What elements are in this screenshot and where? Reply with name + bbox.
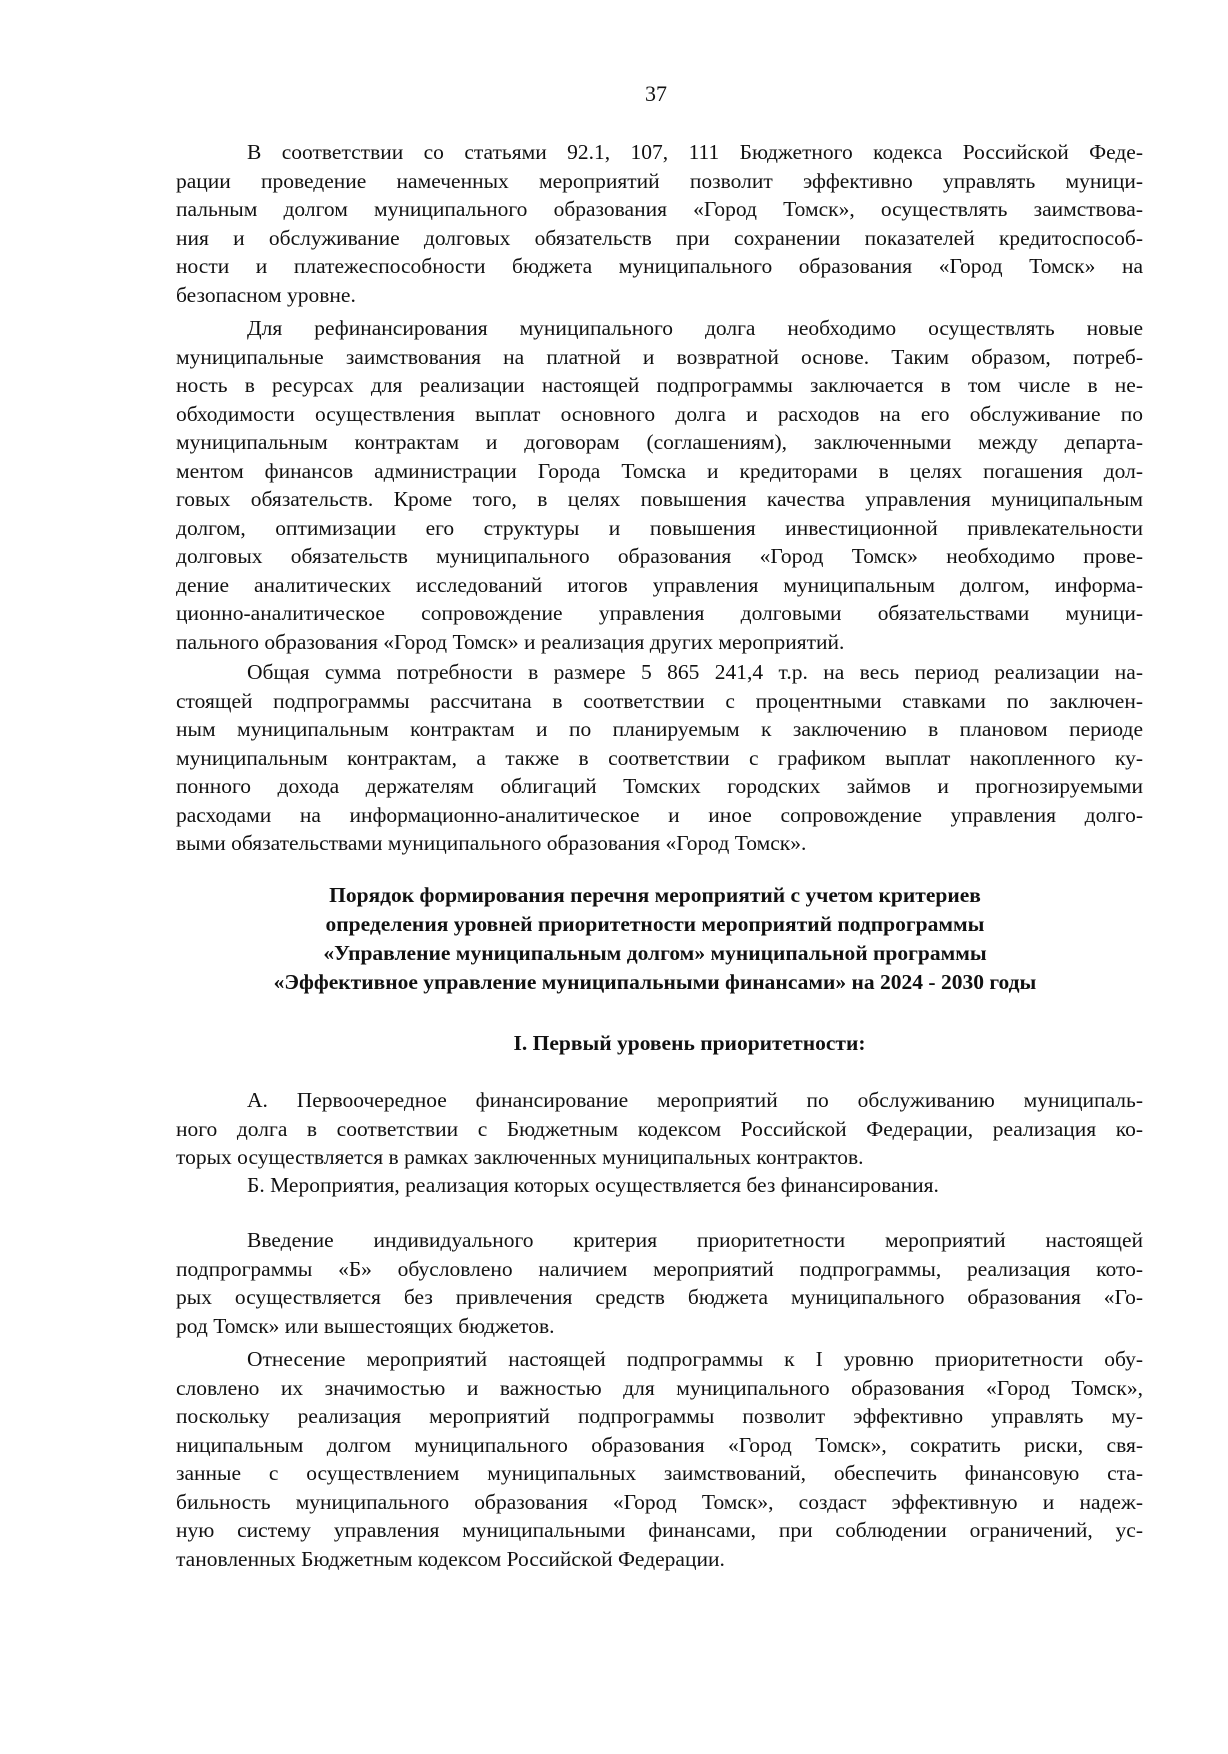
text-line: выми обязательствами муниципального образования «Город Томск». — [176, 831, 807, 855]
text-line: Для рефинансирования муниципального долга необходимо осуществлять новые — [247, 316, 1143, 340]
text-line: ность в ресурсах для реализации настоящей подпрограммы заключается в том числе в не- — [176, 373, 1143, 397]
text-line: ментом финансов администрации Города Томска и кредиторами в целях погашения дол- — [176, 458, 1143, 483]
heading-line: Порядок формирования перечня мероприятий с учетом критериев — [329, 883, 981, 907]
text-line: долгом, оптимизации его структуры и повышения инвестиционной привлекательности — [176, 515, 1143, 540]
text-line: поскольку реализация мероприятий подпрограммы позволит эффективно управлять му- — [176, 1404, 1143, 1428]
paragraph-item-b — [176, 1171, 1143, 1200]
heading-line: определения уровней приоритетности мероприятий подпрограммы — [325, 912, 985, 936]
text-line: ниципальным долгом муниципального образования «Город Томск», сократить риски, свя- — [176, 1432, 1143, 1457]
page-number: 37 — [645, 81, 667, 106]
text-line: расходами на информационно-аналитическое и иное сопровождение управления долго- — [176, 802, 1143, 827]
paragraph-justification — [176, 1345, 1143, 1573]
text-line: долговых обязательств муниципального образования «Город Томск» необходимо прове- — [176, 544, 1143, 568]
paragraph-refinancing — [176, 314, 1143, 656]
paragraph-item-a — [176, 1086, 1143, 1172]
text-line: торых осуществляется в рамках заключенных муниципальных контрактов. — [176, 1145, 864, 1169]
text-line: муниципальные заимствования на платной и возвратной основе. Таким образом, потреб- — [176, 344, 1143, 369]
text-line: пальным долгом муниципального образования «Город Томск», осуществлять заимствова- — [176, 197, 1143, 221]
text-line: В соответствии со статьями 92.1, 107, 111 Бюджетного кодекса Российской Феде- — [247, 140, 1143, 164]
text-line: Общая сумма потребности в размере 5 865 241,4 т.р. на весь период реализации на- — [247, 660, 1143, 684]
text-line: рации проведение намеченных мероприятий позволит эффективно управлять муници- — [176, 168, 1143, 193]
text-line: А. Первоочередное финансирование мероприятий по обслуживанию муниципаль- — [247, 1088, 1143, 1112]
text-line: говых обязательств. Кроме того, в целях повышения качества управления муниципальным — [176, 487, 1143, 511]
text-line: словлено их значимостью и важностью для муниципального образования «Город Томск», — [176, 1375, 1143, 1400]
text-line: муниципальным контрактам и договорам (соглашениям), заключенными между департа- — [176, 430, 1143, 454]
text-line: пального образования «Город Томск» и реализация других мероприятий. — [176, 629, 845, 654]
text-line: Отнесение мероприятий настоящей подпрограммы к I уровню приоритетности обу- — [247, 1347, 1143, 1371]
text-line: тановленных Бюджетным кодексом Российской Федерации. — [176, 1546, 725, 1571]
text-line: бильность муниципального образования «Город Томск», создаст эффективную и надеж- — [176, 1489, 1143, 1514]
paragraph-legal-basis — [176, 138, 1143, 309]
heading-line: «Эффективное управление муниципальными финансами» на 2024 - 2030 годы — [273, 970, 1037, 994]
text-line: понного дохода держателям облигаций Томских городских займов и прогнозируемыми — [176, 774, 1143, 798]
text-line: дение аналитических исследований итогов управления муниципальным долгом, информа- — [176, 572, 1143, 597]
text-line: муниципальным контрактам, а также в соответствии с графиком выплат накопленного ку- — [176, 745, 1143, 770]
text-line: ния и обслуживание долговых обязательств при сохранении показателей кредитоспособ- — [176, 225, 1143, 250]
text-line: стоящей подпрограммы рассчитана в соответствии с процентными ставками по заключен- — [176, 688, 1143, 713]
text-line: рых осуществляется без привлечения средств бюджета муниципального образования «Го- — [176, 1285, 1143, 1309]
paragraph-criterion — [176, 1226, 1143, 1340]
text-line: обходимости осуществления выплат основного долга и расходов на его обслуживание по — [176, 401, 1143, 426]
priority-level-heading: I. Первый уровень приоритетности: — [513, 1031, 866, 1055]
text-line: Б. Мероприятия, реализация которых осуществляется без финансирования. — [247, 1173, 939, 1197]
text-line: ционно-аналитическое сопровождение управления долговыми обязательствами муници- — [176, 601, 1143, 625]
text-line: подпрограммы «Б» обусловлено наличием мероприятий подпрограммы, реализация кото- — [176, 1256, 1143, 1281]
text-line: занные с осуществлением муниципальных заимствований, обеспечить финансовую ста- — [176, 1461, 1143, 1485]
text-line: ности и платежеспособности бюджета муниципального образования «Город Томск» на — [176, 254, 1143, 278]
text-line: Введение индивидуального критерия приоритетности мероприятий настоящей — [247, 1228, 1143, 1252]
heading-line: «Управление муниципальным долгом» муниципальной программы — [323, 941, 987, 965]
text-line: ным муниципальным контрактам и по планируемым к заключению в плановом периоде — [176, 717, 1143, 741]
text-line: род Томск» или вышестоящих бюджетов. — [176, 1313, 555, 1338]
text-line: ную систему управления муниципальными финансами, при соблюдении ограничений, ус- — [176, 1518, 1143, 1542]
text-line: ного долга в соответствии с Бюджетным кодексом Российской Федерации, реализация ко- — [176, 1116, 1143, 1141]
text-line: безопасном уровне. — [176, 282, 356, 307]
section-heading — [150, 881, 1160, 997]
paragraph-total-amount — [176, 658, 1143, 858]
